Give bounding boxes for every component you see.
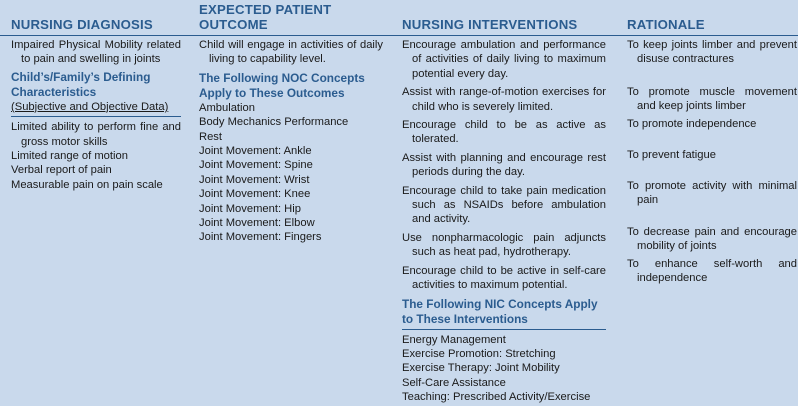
defining-title-line2: Characteristics (11, 84, 97, 99)
noc-item: Body Mechanics Performance (199, 116, 349, 129)
noc-title-line2: Apply to These Outcomes (199, 85, 345, 100)
header-expected-outcome-line2: OUTCOME (199, 17, 268, 32)
characteristic-item: Measurable pain on pain scale (11, 178, 163, 191)
header-divider (0, 35, 798, 36)
noc-item: Joint Movement: Elbow (199, 217, 315, 230)
nic-item: Teaching: Prescribed Activity/Exercise (402, 391, 591, 404)
intervention-item: Use nonpharmacologic pain adjuncts such as heat pad, hydrotherapy. (402, 231, 606, 259)
rationale-item: To decrease pain and encourage mobility of joints (627, 226, 797, 253)
nic-title-line1: The Following NIC Concepts Apply (402, 296, 598, 311)
diagnosis-column (11, 38, 181, 192)
nic-item: Exercise Promotion: Stretching (402, 347, 556, 360)
header-expected-outcome-line1: EXPECTED PATIENT (199, 2, 332, 17)
defining-title-line1: Child’s/Family’s Defining (11, 69, 151, 84)
noc-item: Joint Movement: Fingers (199, 231, 322, 244)
noc-item: Joint Movement: Ankle (199, 145, 312, 158)
characteristic-item: Limited ability to perform fine and gross motor skills (11, 121, 181, 148)
noc-item: Joint Movement: Wrist (199, 173, 310, 186)
noc-item: Joint Movement: Knee (199, 188, 311, 201)
defining-rule (11, 116, 181, 117)
intervention-item: Encourage ambulation and performance of activities of daily living to maximum potential every day. (402, 39, 606, 80)
interventions-column (402, 38, 606, 405)
intervention-item: Encourage child to be active in self-care activities to maximum potential. (402, 264, 606, 292)
rationale-item: To prevent fatigue (627, 149, 716, 161)
defining-subtitle: (Subjective and Objective Data) (11, 100, 169, 113)
rationale-item: To enhance self-worth and independence (627, 258, 797, 285)
nic-item: Exercise Therapy: Joint Mobility (402, 362, 560, 375)
nic-title-line2: to These Interventions (402, 311, 528, 326)
intervention-item: Encourage child to take pain medication such as NSAIDs before ambulation and activity. (402, 184, 606, 226)
noc-title-line1: The Following NOC Concepts (199, 70, 365, 85)
header-nursing-interventions: NURSING INTERVENTIONS (402, 17, 578, 32)
noc-item: Rest (199, 130, 223, 143)
header-nursing-diagnosis: NURSING DIAGNOSIS (11, 17, 153, 32)
intervention-item: Assist with planning and encourage rest periods during the day. (402, 151, 606, 179)
nic-item: Self-Care Assistance (402, 376, 506, 389)
outcome-column (199, 38, 383, 245)
nic-title (402, 297, 606, 327)
rationale-item: To promote independence (627, 118, 757, 130)
rationale-item: To promote muscle movement and keep joints limber (627, 86, 797, 113)
header-expected-outcome (199, 2, 331, 35)
noc-item: Ambulation (199, 101, 255, 114)
characteristic-item: Limited range of motion (11, 150, 128, 163)
intervention-item: Encourage child to be as active as tolerated. (402, 119, 606, 146)
intervention-item: Assist with range-of-motion exercises for child who is severely limited. (402, 86, 606, 113)
noc-item: Joint Movement: Spine (199, 159, 313, 172)
nic-rule (402, 329, 606, 330)
rationale-item: To keep joints limber and prevent disuse contractures (627, 39, 797, 66)
defining-characteristics-title (11, 70, 181, 100)
rationale-item: To promote activity with minimal pain (627, 180, 797, 207)
nic-item: Energy Management (402, 333, 506, 346)
outcome-text: Child will engage in activities of daily living to capability level. (199, 39, 383, 66)
characteristic-item: Verbal report of pain (11, 164, 112, 177)
header-rationale: RATIONALE (627, 17, 705, 32)
diagnosis-text: Impaired Physical Mobility related to pain and swelling in joints (11, 39, 181, 66)
noc-title (199, 71, 383, 101)
noc-item: Joint Movement: Hip (199, 202, 301, 215)
